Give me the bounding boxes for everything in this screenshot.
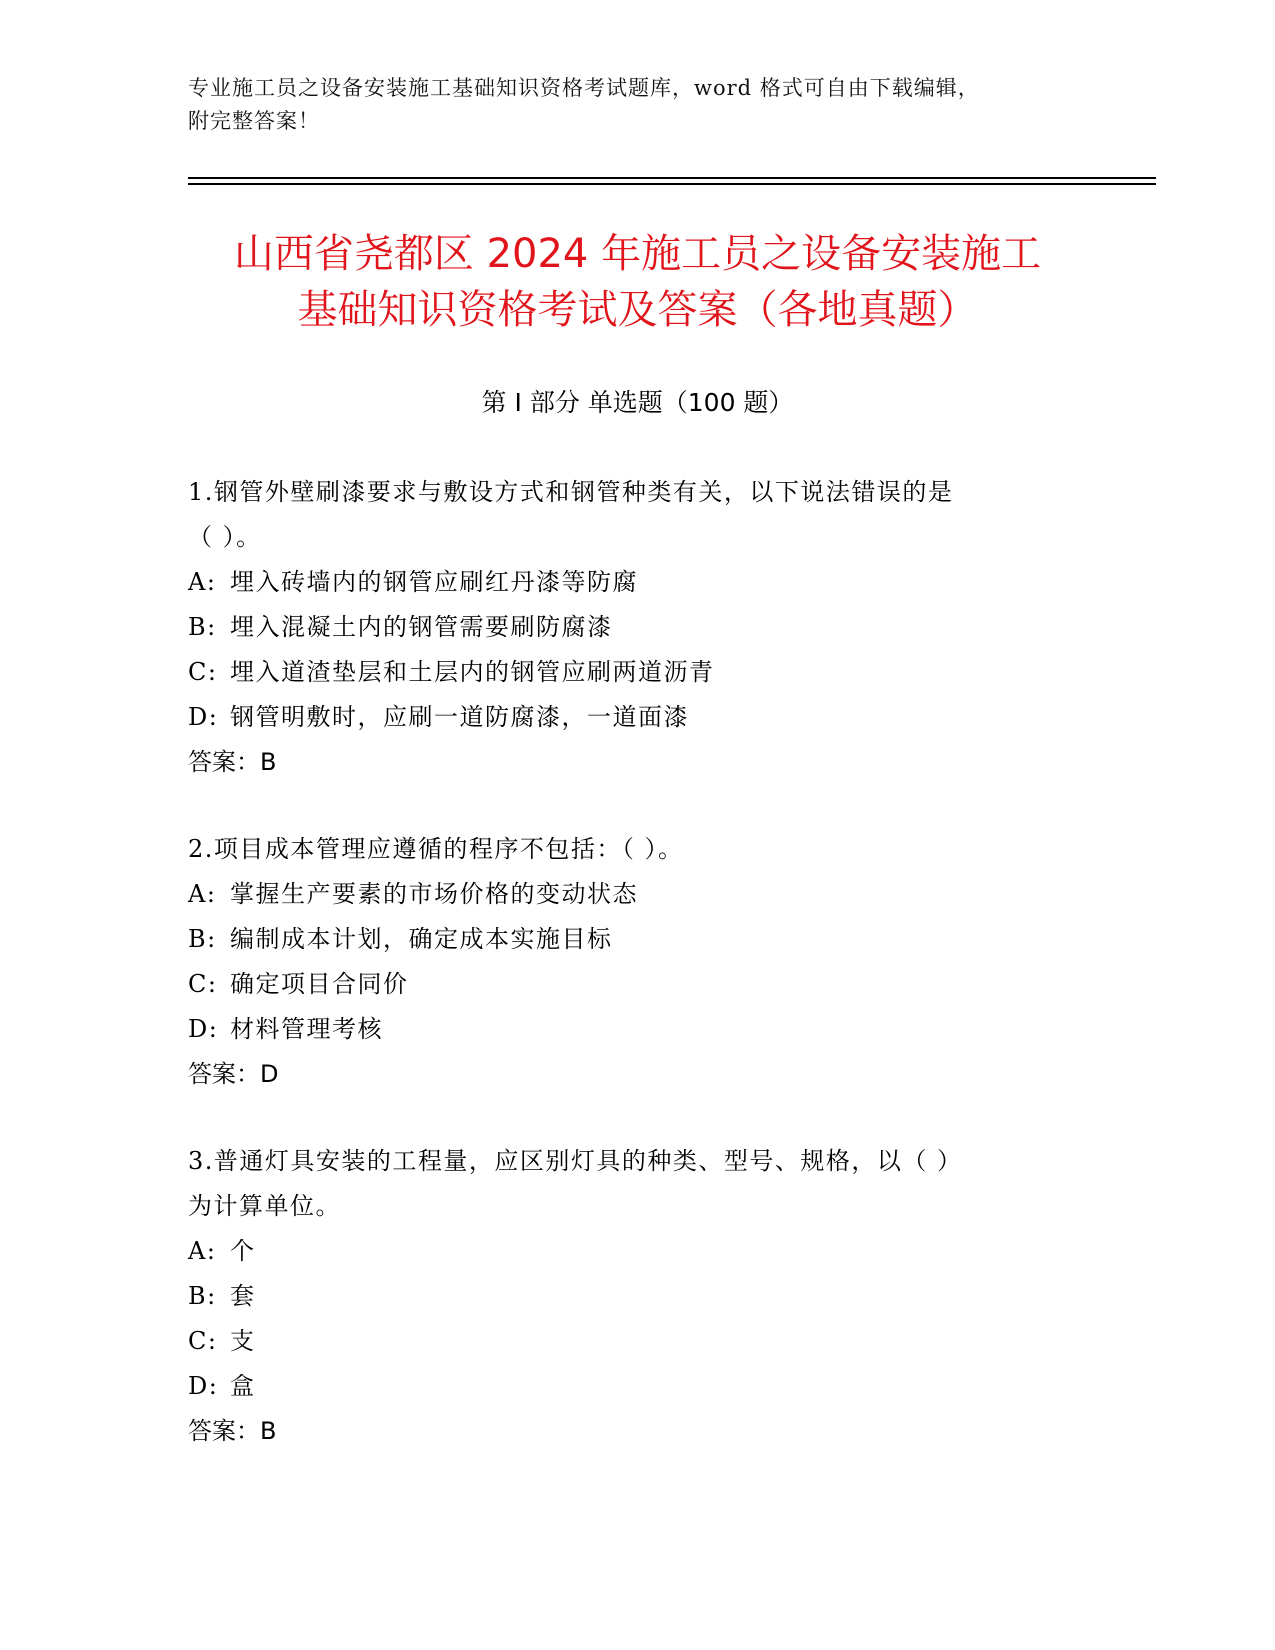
document-title-line2: 基础知识资格考试及答案（各地真题） [297,287,978,333]
option-a [188,560,1068,605]
option-text: 钢管明敷时，应刷一道防腐漆，一道面漆 [230,703,689,731]
option-letter: B: [188,925,217,953]
question-3 [188,1139,1068,1454]
option-text: 埋入混凝土内的钢管需要刷防腐漆 [230,613,613,641]
option-text: 材料管理考核 [230,1015,383,1043]
header-note-line1: 专业施工员之设备安装施工基础知识资格考试题库，word 格式可自由下载编辑， [188,76,980,100]
option-letter: C: [188,658,218,686]
question-stem: 1.钢管外壁刷漆要求与敷设方式和钢管种类有关，以下说法错误的是 [188,478,954,506]
question-1 [188,470,1068,785]
option-letter: D: [188,703,219,731]
option-text: 支 [230,1327,256,1355]
header-divider-bottom [188,183,1156,185]
option-letter: B: [188,1282,217,1310]
option-letter: C: [188,970,218,998]
header-note [188,72,1088,138]
option-letter: A: [188,880,217,908]
option-letter: A: [188,1237,217,1265]
option-b [188,917,1068,962]
answer-line: 答案：D [188,1060,279,1088]
option-b [188,605,1068,650]
option-letter: D: [188,1372,219,1400]
question-stem-continued: （ ）。 [188,523,262,551]
option-letter: B: [188,613,217,641]
question-stem: 2.项目成本管理应遵循的程序不包括：（ ）。 [188,835,684,863]
question-2 [188,827,1068,1097]
option-text: 编制成本计划，确定成本实施目标 [230,925,613,953]
option-d [188,695,1068,740]
option-b [188,1274,1068,1319]
option-text: 埋入道渣垫层和土层内的钢管应刷两道沥青 [230,658,715,686]
question-stem-continued: 为计算单位。 [188,1192,341,1220]
question-stem: 3.普通灯具安装的工程量，应区别灯具的种类、型号、规格，以（ ） [188,1147,963,1175]
option-text: 个 [230,1237,256,1265]
option-c [188,650,1068,695]
option-a [188,872,1068,917]
option-d [188,1007,1068,1052]
option-text: 盒 [230,1372,256,1400]
option-letter: C: [188,1327,218,1355]
option-letter: D: [188,1015,219,1043]
document-title [150,226,1125,338]
option-d [188,1364,1068,1409]
document-title-line1: 山西省尧都区 2024 年施工员之设备安装施工 [233,231,1042,277]
question-list [188,470,1068,1496]
header-note-line2: 附完整答案！ [188,109,320,133]
answer-line: 答案：B [188,748,277,776]
option-text: 套 [230,1282,256,1310]
option-c [188,1319,1068,1364]
option-text: 确定项目合同价 [230,970,409,998]
answer-line: 答案：B [188,1417,277,1445]
option-text: 埋入砖墙内的钢管应刷红丹漆等防腐 [230,568,638,596]
option-a [188,1229,1068,1274]
option-text: 掌握生产要素的市场价格的变动状态 [230,880,638,908]
option-letter: A: [188,568,217,596]
option-c [188,962,1068,1007]
section-title: 第 I 部分 单选题（100 题） [481,388,794,417]
header-divider-top [188,177,1156,179]
